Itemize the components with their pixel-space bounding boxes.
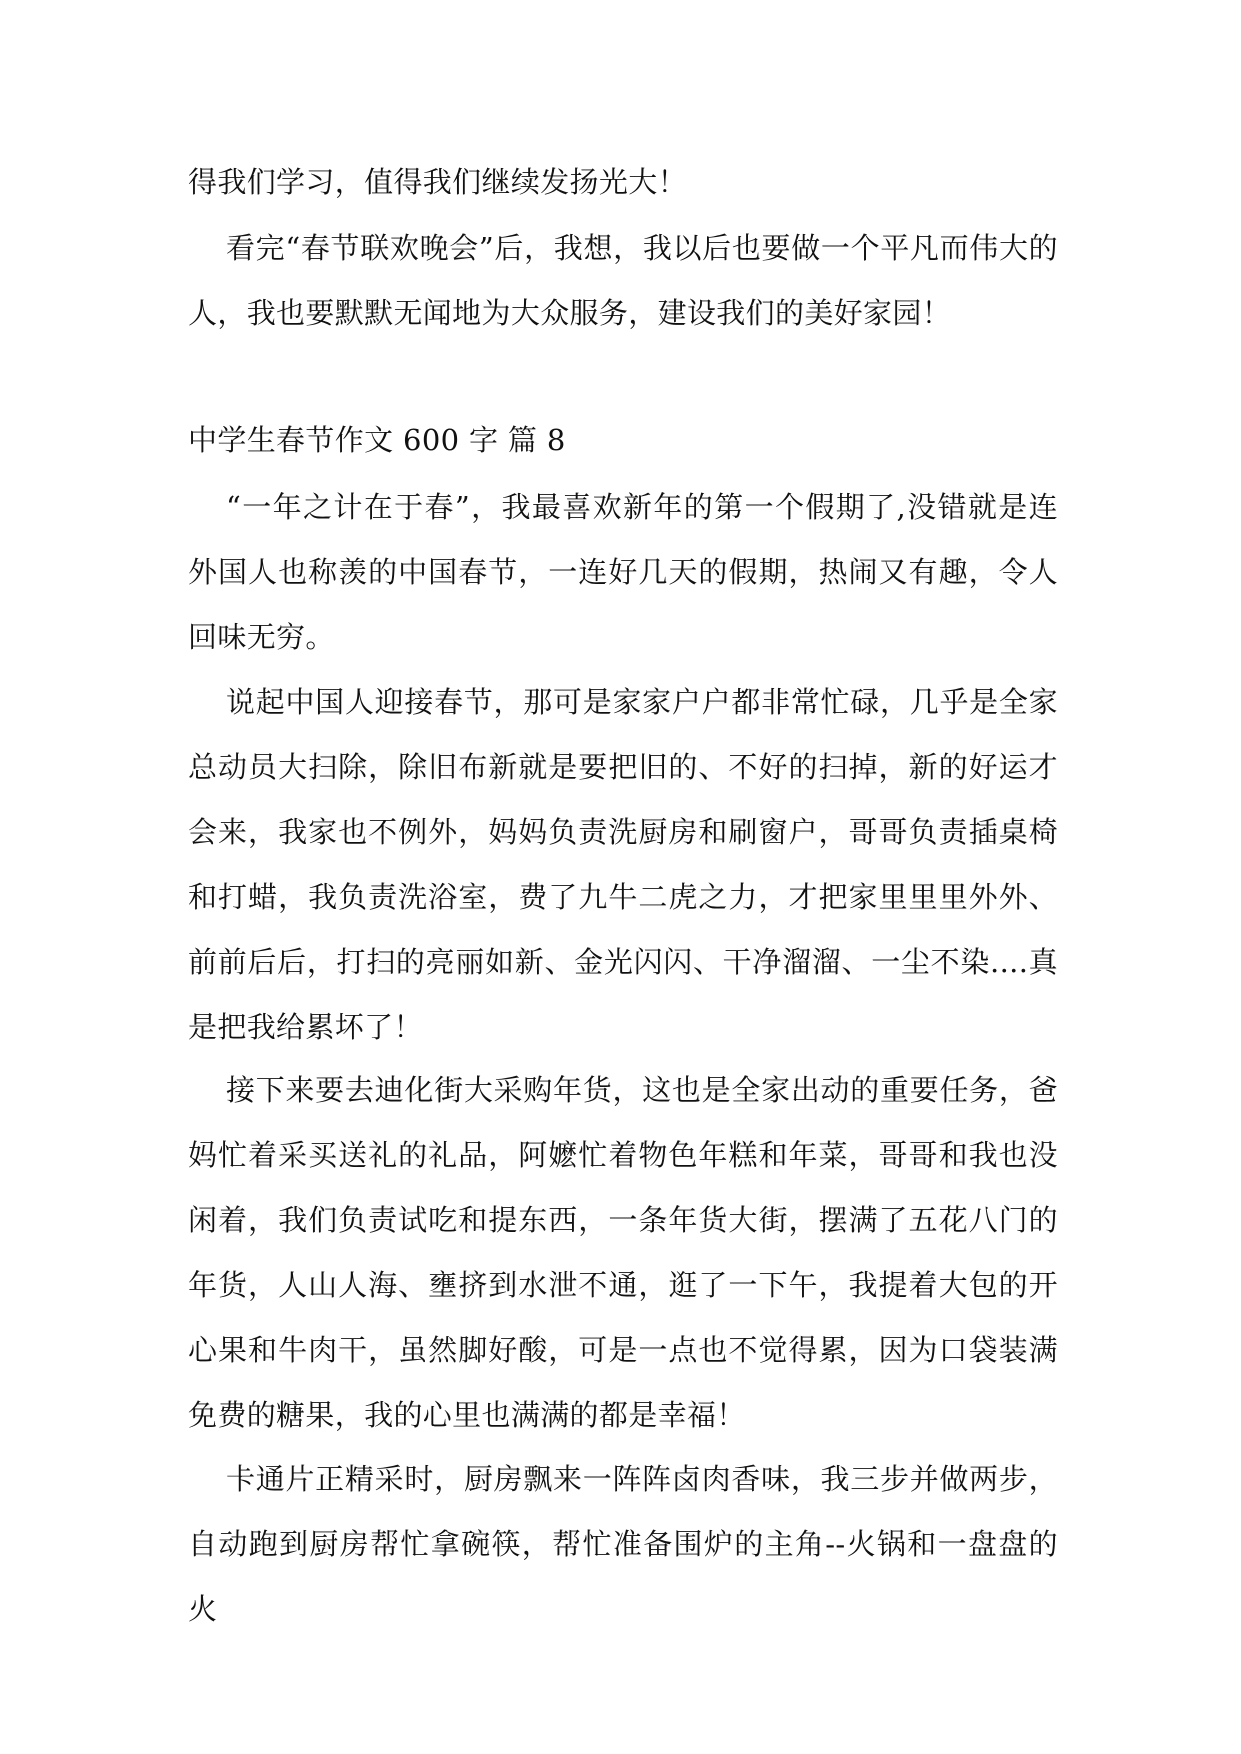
paragraph-spring-festival-intro: “一年之计在于春”，我最喜欢新年的第一个假期了,没错就是连外国人也称羡的中国春节，一连好几天的假期，热闹又有趣，令人回味无穷。: [188, 490, 1058, 654]
paragraph-continuation: 得我们学习，值得我们继续发扬光大！: [188, 165, 687, 199]
paragraph-gala-reflection: 看完“春节联欢晚会”后，我想，我以后也要做一个平凡而伟大的人，我也要默默无闻地为大众服务，建设我们的美好家园！: [188, 231, 1058, 330]
paragraph-new-year-shopping: 接下来要去迪化街大采购年货，这也是全家出动的重要任务，爸妈忙着采买送礼的礼品，阿嬷忙着物色年糕和年菜，哥哥和我也没闲着，我们负责试吃和提东西，一条年货大街，摆满了五花八门的年货，人山人海、壅挤到水泄不通，逛了一下午，我提着大包的开心果和牛肉干，虽然脚好酸，可是一点也不觉得累，因为口袋装满免费的糖果，我的心里也满满的都是幸福！: [188, 1073, 1058, 1432]
section-title: 中学生春节作文 600 字 篇 8: [188, 423, 566, 457]
paragraph-cleaning: 说起中国人迎接春节，那可是家家户户都非常忙碌，几乎是全家总动员大扫除，除旧布新就是要把旧的、不好的扫掉，新的好运才会来，我家也不例外，妈妈负责洗厨房和刷窗户，哥哥负责插桌椅和打蜡，我负责洗浴室，费了九牛二虎之力，才把家里里里外外、前前后后，打扫的亮丽如新、金光闪闪、干净溜溜、一尘不染....真是把我给累坏了！: [188, 685, 1058, 1044]
paragraph-kitchen-preparation: 卡通片正精采时，厨房飘来一阵阵卤肉香味，我三步并做两步，自动跑到厨房帮忙拿碗筷，帮忙准备围炉的主角--火锅和一盘盘的火: [188, 1462, 1058, 1626]
